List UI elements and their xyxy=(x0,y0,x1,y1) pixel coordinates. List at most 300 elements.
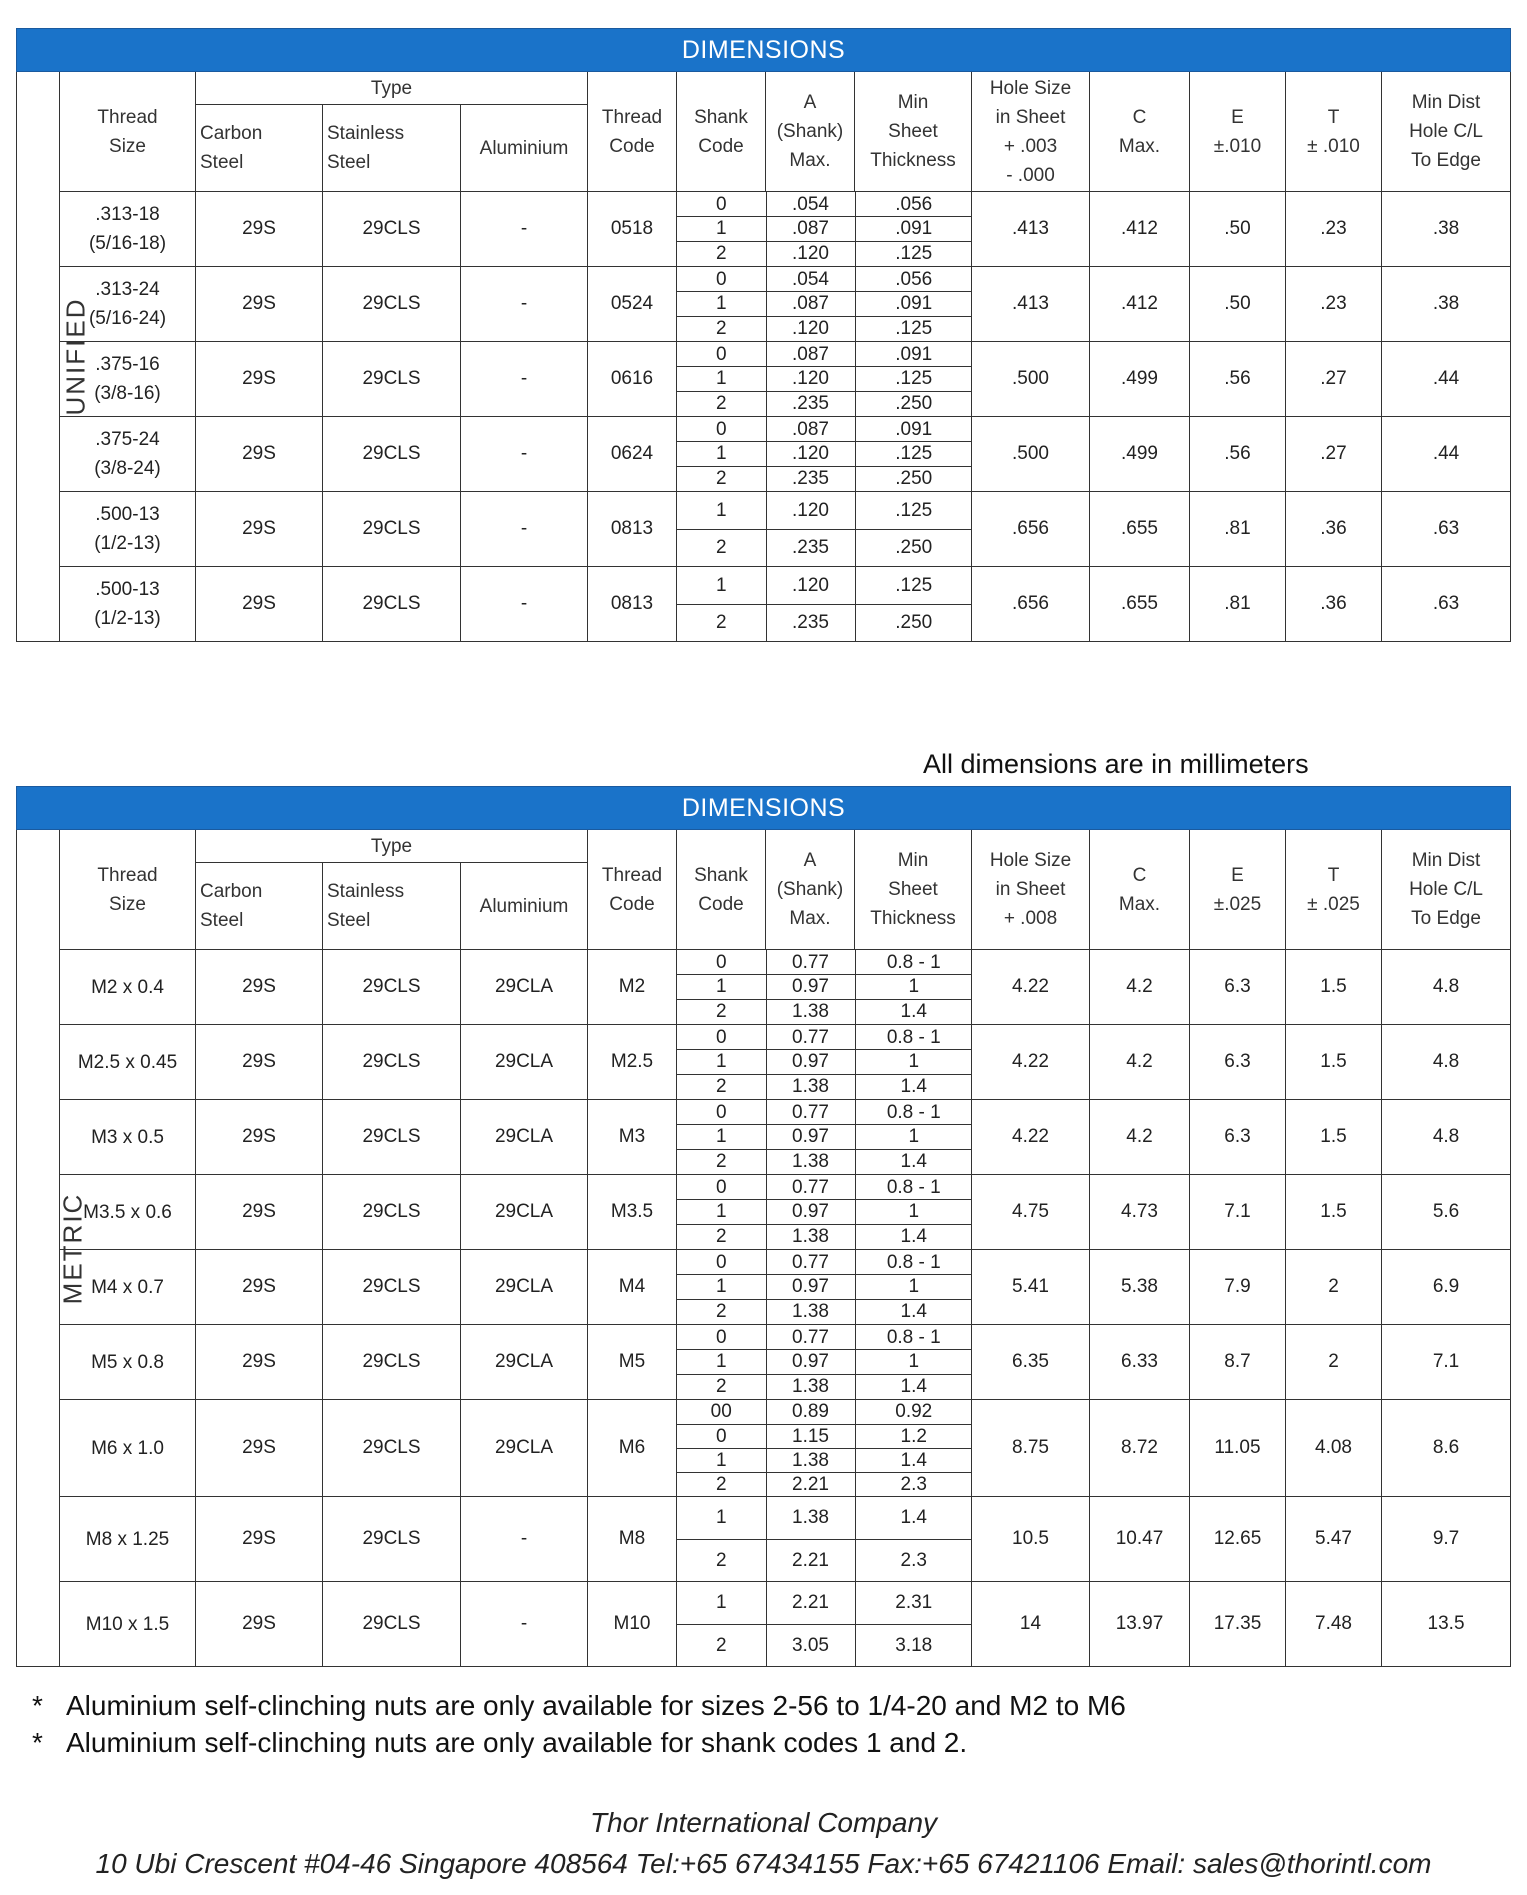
header-line: Max. xyxy=(1118,893,1161,915)
t-cell: 1.5 xyxy=(1286,950,1382,1025)
shank-subtable-cell xyxy=(677,1250,972,1325)
shank-row xyxy=(677,1025,972,1050)
shank-row xyxy=(677,1539,972,1581)
aluminium-header: Aluminium xyxy=(461,863,588,950)
a-shank-cell: 0.77 xyxy=(766,1025,855,1050)
a-shank-cell: 1.15 xyxy=(766,1424,855,1448)
shank-code-cell: 1 xyxy=(677,1050,766,1075)
note-text: Aluminium self-clinching nuts are only available for sizes 2-56 to 1/4-20 and M2 to M6 xyxy=(66,1690,1126,1721)
min-sheet-cell: 1 xyxy=(855,1125,972,1150)
a-shank-cell: 1.38 xyxy=(766,1224,855,1249)
a-shank-cell: 2.21 xyxy=(766,1472,855,1496)
table-row xyxy=(17,567,1511,642)
stainless-steel-cell: 29CLS xyxy=(323,492,461,567)
header-line: E xyxy=(1231,864,1244,886)
shank-code-cell: 2 xyxy=(677,999,766,1024)
e-cell: 12.65 xyxy=(1190,1497,1286,1582)
thread-code-cell: M10 xyxy=(588,1582,677,1667)
thread-size-line: M5 x 0.8 xyxy=(91,1351,164,1373)
min-sheet-cell: .091 xyxy=(855,342,972,367)
shank-row xyxy=(677,267,972,292)
shank-row xyxy=(677,1448,972,1472)
shank-row xyxy=(677,999,972,1024)
min-sheet-cell: 1.4 xyxy=(855,999,972,1024)
stainless-steel-cell: 29CLS xyxy=(323,1582,461,1667)
t-cell: .36 xyxy=(1286,567,1382,642)
carbon-steel-cell: 29S xyxy=(196,1025,323,1100)
min-sheet-cell: 2.31 xyxy=(855,1582,972,1624)
stainless-steel-cell: 29CLS xyxy=(323,1025,461,1100)
note-item xyxy=(32,1690,1126,1727)
shank-row xyxy=(677,1374,972,1399)
min-sheet-cell: .125 xyxy=(855,567,972,604)
footer-company: Thor International Company xyxy=(589,1807,938,1838)
min-dist-cell: 9.7 xyxy=(1382,1497,1511,1582)
min-sheet-cell: 0.8 - 1 xyxy=(855,1175,972,1200)
min-sheet-cell: .125 xyxy=(855,241,972,266)
table-row xyxy=(17,1025,1511,1100)
shank-row xyxy=(677,1149,972,1174)
header-line: Carbon xyxy=(200,881,263,902)
e-cell: 7.9 xyxy=(1190,1250,1286,1325)
shank-row xyxy=(677,1582,972,1624)
unified-dimensions-table xyxy=(16,28,1511,642)
min-dist-cell: .44 xyxy=(1382,417,1511,492)
hole-size-cell: 6.35 xyxy=(972,1325,1090,1400)
shank-row xyxy=(677,442,972,467)
e-cell: 6.3 xyxy=(1190,950,1286,1025)
min-sheet-cell: .250 xyxy=(855,529,972,566)
thread-size-header xyxy=(60,830,196,950)
shank-code-cell: 0 xyxy=(715,951,727,973)
table-row xyxy=(17,950,1511,1025)
shank-subtable-cell xyxy=(677,1100,972,1175)
header-line: Code xyxy=(609,893,655,915)
header-line: Shank xyxy=(694,106,748,128)
table-row xyxy=(17,1325,1511,1400)
table-row xyxy=(17,192,1511,267)
shank-code-cell: 0 xyxy=(715,1251,727,1273)
t-cell: .27 xyxy=(1286,342,1382,417)
shank-subtable-cell xyxy=(677,950,972,1025)
a-shank-cell: .054 xyxy=(766,192,855,217)
min-sheet-cell: 1 xyxy=(855,1350,972,1375)
shank-code-cell: 0 xyxy=(715,1026,727,1048)
a-shank-header xyxy=(766,72,855,192)
shank-subtable-cell xyxy=(677,1400,972,1497)
thread-code-cell: M3.5 xyxy=(588,1175,677,1250)
min-sheet-cell: 2.3 xyxy=(855,1472,972,1496)
shank-row xyxy=(677,1350,972,1375)
e-cell: .56 xyxy=(1190,417,1286,492)
thread-size-line: .375-24 xyxy=(95,429,160,450)
min-sheet-cell: 1.4 xyxy=(855,1149,972,1174)
thread-size-cell xyxy=(60,492,196,567)
e-cell: .81 xyxy=(1190,492,1286,567)
min-sheet-cell: 1.4 xyxy=(855,1224,972,1249)
stainless-steel-cell: 29CLS xyxy=(323,1400,461,1497)
thread-size-line: (1/2-13) xyxy=(94,608,161,629)
c-max-cell: 4.73 xyxy=(1090,1175,1190,1250)
min-dist-cell: 13.5 xyxy=(1382,1582,1511,1667)
c-max-cell: .412 xyxy=(1090,192,1190,267)
table-row xyxy=(17,1250,1511,1325)
thread-size-cell xyxy=(60,950,196,1025)
carbon-steel-cell: 29S xyxy=(196,567,323,642)
e-cell: 6.3 xyxy=(1190,1025,1286,1100)
dimensions-banner: DIMENSIONS xyxy=(17,787,1511,830)
min-sheet-cell: .125 xyxy=(855,492,972,529)
carbon-steel-cell: 29S xyxy=(196,1400,323,1497)
shank-subtable xyxy=(677,342,972,416)
a-shank-cell: .120 xyxy=(766,241,855,266)
min-sheet-cell: 0.8 - 1 xyxy=(855,1250,972,1275)
header-line: Carbon xyxy=(200,123,263,144)
header-line: Steel xyxy=(327,152,371,173)
c-max-cell: 4.2 xyxy=(1090,1100,1190,1175)
shank-code-cell: 1 xyxy=(677,1275,766,1300)
aluminium-cell: - xyxy=(461,267,588,342)
shank-row xyxy=(677,1250,972,1275)
header-line: E xyxy=(1231,106,1244,128)
header-line: Hole C/L xyxy=(1409,879,1483,900)
shank-subtable xyxy=(677,1400,972,1496)
hole-size-cell: .656 xyxy=(972,567,1090,642)
shank-row xyxy=(677,1100,972,1125)
side-label: UNIFIED xyxy=(60,297,91,416)
table-row xyxy=(17,1582,1511,1667)
a-shank-cell: .120 xyxy=(766,316,855,341)
a-shank-cell: 0.97 xyxy=(766,1050,855,1075)
shank-code-cell: 0 xyxy=(715,268,727,290)
carbon-steel-cell: 29S xyxy=(196,1325,323,1400)
min-sheet-cell: 1.4 xyxy=(855,1497,972,1539)
a-shank-cell: .087 xyxy=(766,217,855,242)
hole-size-cell: 4.22 xyxy=(972,1025,1090,1100)
min-sheet-cell: 0.8 - 1 xyxy=(855,950,972,975)
shank-code-cell: 2 xyxy=(677,1149,766,1174)
shank-code-cell: 2 xyxy=(677,1299,766,1324)
aluminium-cell: - xyxy=(461,492,588,567)
min-sheet-cell: .091 xyxy=(855,217,972,242)
a-shank-cell: 1.38 xyxy=(766,1374,855,1399)
a-shank-cell: .120 xyxy=(766,442,855,467)
shank-row xyxy=(677,1175,972,1200)
table-row xyxy=(17,1497,1511,1582)
a-shank-cell: .087 xyxy=(766,342,855,367)
carbon-steel-cell: 29S xyxy=(196,417,323,492)
min-dist-cell: 4.8 xyxy=(1382,1100,1511,1175)
shank-row xyxy=(677,1224,972,1249)
min-sheet-cell: 1.2 xyxy=(855,1424,972,1448)
units-note: All dimensions are in millimeters xyxy=(923,749,1309,779)
min-sheet-cell: 2.3 xyxy=(855,1539,972,1581)
a-shank-cell: 0.97 xyxy=(766,1275,855,1300)
thread-code-cell: 0624 xyxy=(588,417,677,492)
carbon-steel-cell: 29S xyxy=(196,1100,323,1175)
shank-code-cell: 1 xyxy=(677,1448,766,1472)
e-cell: 7.1 xyxy=(1190,1175,1286,1250)
min-dist-cell: 6.9 xyxy=(1382,1250,1511,1325)
header-line: Stainless xyxy=(327,123,405,144)
min-dist-cell: .38 xyxy=(1382,192,1511,267)
a-shank-cell: .120 xyxy=(766,367,855,392)
header-line: Code xyxy=(698,893,744,915)
shank-row xyxy=(677,192,972,217)
header-line: Max. xyxy=(789,908,831,929)
min-dist-header xyxy=(1382,830,1511,950)
min-sheet-header xyxy=(855,830,972,950)
thread-code-cell: 0813 xyxy=(588,567,677,642)
shank-row xyxy=(677,975,972,1000)
table-row xyxy=(17,417,1511,492)
min-sheet-cell: 1.4 xyxy=(855,1448,972,1472)
min-sheet-cell: 0.8 - 1 xyxy=(855,1100,972,1125)
header-line: Sheet xyxy=(888,121,938,142)
a-shank-cell: 0.97 xyxy=(766,1125,855,1150)
thread-code-cell: M2.5 xyxy=(588,1025,677,1100)
stainless-steel-header xyxy=(323,105,461,192)
shank-subtable xyxy=(677,1025,972,1099)
t-cell: .27 xyxy=(1286,417,1382,492)
aluminium-header: Aluminium xyxy=(461,105,588,192)
shank-code-cell: 0 xyxy=(715,193,727,215)
shank-code-cell: 2 xyxy=(677,241,766,266)
t-cell: 2 xyxy=(1286,1325,1382,1400)
note-text: Aluminium self-clinching nuts are only available for shank codes 1 and 2. xyxy=(66,1727,968,1758)
stainless-steel-cell: 29CLS xyxy=(323,192,461,267)
shank-subtable-cell xyxy=(677,1175,972,1250)
hole-size-cell: 4.75 xyxy=(972,1175,1090,1250)
min-sheet-cell: .250 xyxy=(855,604,972,641)
aluminium-cell: 29CLA xyxy=(461,1175,588,1250)
metric-dimensions-table xyxy=(16,786,1511,1667)
thread-code-cell: M2 xyxy=(588,950,677,1025)
a-shank-cell: 0.77 xyxy=(766,950,855,975)
shank-row xyxy=(677,1624,972,1666)
aluminium-cell: 29CLA xyxy=(461,1325,588,1400)
header-line: Code xyxy=(609,135,655,157)
shank-code-cell: 0 xyxy=(715,418,727,440)
min-sheet-cell: .091 xyxy=(855,417,972,442)
t-cell: .36 xyxy=(1286,492,1382,567)
thread-size-line: M6 x 1.0 xyxy=(91,1437,164,1459)
t-cell: 7.48 xyxy=(1286,1582,1382,1667)
header-line: + .003 xyxy=(1003,135,1058,157)
table-row xyxy=(17,1175,1511,1250)
header-line: A xyxy=(803,850,817,871)
aluminium-cell: - xyxy=(461,417,588,492)
stainless-steel-cell: 29CLS xyxy=(323,1497,461,1582)
a-shank-cell: 0.77 xyxy=(766,1250,855,1275)
shank-code-cell: 2 xyxy=(677,316,766,341)
header-line: Min Dist xyxy=(1411,92,1481,113)
shank-code-cell: 1 xyxy=(715,574,727,596)
t-cell: 1.5 xyxy=(1286,1025,1382,1100)
min-dist-cell: 5.6 xyxy=(1382,1175,1511,1250)
shank-row xyxy=(677,1275,972,1300)
thread-size-line: .375-16 xyxy=(95,354,160,375)
min-dist-header xyxy=(1382,72,1511,192)
min-sheet-cell: 1 xyxy=(855,1050,972,1075)
thread-code-cell: M5 xyxy=(588,1325,677,1400)
shank-subtable xyxy=(677,1100,972,1174)
shank-row xyxy=(677,1125,972,1150)
thread-size-cell xyxy=(60,1497,196,1582)
hole-size-cell: .500 xyxy=(972,342,1090,417)
e-cell: .50 xyxy=(1190,192,1286,267)
min-sheet-cell: 1 xyxy=(855,975,972,1000)
e-cell: .81 xyxy=(1190,567,1286,642)
thread-size-line: M3.5 x 0.6 xyxy=(83,1201,172,1223)
aluminium-cell: - xyxy=(461,1582,588,1667)
a-shank-cell: .120 xyxy=(766,492,855,529)
min-dist-cell: .63 xyxy=(1382,567,1511,642)
t-cell: .23 xyxy=(1286,192,1382,267)
min-sheet-cell: 1 xyxy=(855,1200,972,1225)
shank-code-cell: 1 xyxy=(677,367,766,392)
aluminium-cell: 29CLA xyxy=(461,950,588,1025)
thread-size-line: (3/8-16) xyxy=(94,383,161,404)
a-shank-cell: .087 xyxy=(766,292,855,317)
min-sheet-cell: .125 xyxy=(855,442,972,467)
shank-code-cell: 2 xyxy=(677,1624,766,1666)
aluminium-cell: - xyxy=(461,192,588,267)
shank-row xyxy=(677,391,972,416)
shank-row xyxy=(677,1299,972,1324)
thread-code-header xyxy=(588,830,677,950)
header-line: To Edge xyxy=(1411,150,1481,171)
header-line: Hole Size xyxy=(989,77,1072,99)
shank-subtable xyxy=(677,1325,972,1399)
header-line: Min xyxy=(897,850,929,871)
header-line: To Edge xyxy=(1411,908,1481,929)
dimensions-banner: DIMENSIONS xyxy=(17,29,1511,72)
table-row xyxy=(17,1400,1511,1497)
thread-size-line: (1/2-13) xyxy=(94,533,161,554)
a-shank-cell: .054 xyxy=(766,267,855,292)
stainless-steel-cell: 29CLS xyxy=(323,417,461,492)
shank-subtable-cell xyxy=(677,417,972,492)
thread-code-header xyxy=(588,72,677,192)
min-dist-cell: .63 xyxy=(1382,492,1511,567)
shank-subtable xyxy=(677,492,972,566)
shank-subtable-cell xyxy=(677,1497,972,1582)
thread-size-line: .313-24 xyxy=(95,279,160,300)
hole-size-cell: 10.5 xyxy=(972,1497,1090,1582)
header-line: C xyxy=(1132,106,1147,128)
shank-code-cell: 1 xyxy=(677,1125,766,1150)
carbon-steel-cell: 29S xyxy=(196,342,323,417)
hole-size-cell: .500 xyxy=(972,417,1090,492)
thread-size-line: M10 x 1.5 xyxy=(85,1613,170,1635)
e-tolerance-header xyxy=(1190,72,1286,192)
a-shank-cell: .235 xyxy=(766,391,855,416)
thread-code-cell: 0524 xyxy=(588,267,677,342)
shank-code-cell: 2 xyxy=(677,1224,766,1249)
thread-size-line: M3 x 0.5 xyxy=(91,1126,164,1148)
t-cell: 1.5 xyxy=(1286,1100,1382,1175)
header-line: Stainless xyxy=(327,881,405,902)
aluminium-cell: 29CLA xyxy=(461,1250,588,1325)
shank-row xyxy=(677,466,972,491)
a-shank-cell: 1.38 xyxy=(766,1497,855,1539)
c-max-cell: 10.47 xyxy=(1090,1497,1190,1582)
min-dist-cell: 4.8 xyxy=(1382,950,1511,1025)
min-sheet-cell: .125 xyxy=(855,316,972,341)
shank-row xyxy=(677,292,972,317)
header-line: Max. xyxy=(1118,135,1161,157)
stainless-steel-cell: 29CLS xyxy=(323,342,461,417)
shank-subtable xyxy=(677,1582,972,1666)
a-shank-cell: 0.97 xyxy=(766,975,855,1000)
side-label-cell xyxy=(17,72,91,642)
shank-row xyxy=(677,241,972,266)
hole-size-cell: 14 xyxy=(972,1582,1090,1667)
thread-size-cell xyxy=(60,417,196,492)
shank-subtable xyxy=(677,267,972,341)
shank-subtable-cell xyxy=(677,567,972,642)
header-line: ± .025 xyxy=(1307,893,1360,915)
header-line: ± .010 xyxy=(1307,135,1360,157)
header-line: Hole Size xyxy=(989,850,1072,871)
thread-size-line: (5/16-24) xyxy=(88,308,167,329)
aluminium-cell: 29CLA xyxy=(461,1025,588,1100)
shank-subtable-cell xyxy=(677,1025,972,1100)
t-tolerance-header xyxy=(1286,830,1382,950)
header-line: Min Dist xyxy=(1411,850,1481,871)
header-line: ±.010 xyxy=(1213,135,1262,157)
shank-row xyxy=(677,316,972,341)
a-shank-cell: 1.38 xyxy=(766,1149,855,1174)
header-line: Thickness xyxy=(870,908,956,929)
thread-size-cell xyxy=(60,1400,196,1497)
min-sheet-cell: 3.18 xyxy=(855,1624,972,1666)
header-line: A xyxy=(803,92,817,113)
shank-code-cell: 2 xyxy=(677,604,766,641)
footer-address: 10 Ubi Crescent #04-46 Singapore 408564 Tel:+65 67434155 Fax:+65 67421106 Email: sales@thorintl.com xyxy=(95,1848,1432,1879)
header-line: Thread xyxy=(97,864,158,886)
shank-subtable-cell xyxy=(677,492,972,567)
hole-size-header xyxy=(972,830,1090,950)
stainless-steel-cell: 29CLS xyxy=(323,1175,461,1250)
header-line: Thread xyxy=(97,106,158,128)
thread-size-cell xyxy=(60,1100,196,1175)
c-max-cell: 6.33 xyxy=(1090,1325,1190,1400)
note-marker: * xyxy=(32,1690,43,1721)
thread-code-cell: M4 xyxy=(588,1250,677,1325)
header-line: T xyxy=(1327,106,1340,128)
a-shank-cell: .087 xyxy=(766,417,855,442)
shank-row xyxy=(677,417,972,442)
shank-code-header xyxy=(677,72,766,192)
thread-code-cell: M3 xyxy=(588,1100,677,1175)
shank-code-header xyxy=(677,830,766,950)
shank-subtable xyxy=(677,192,972,266)
e-cell: .56 xyxy=(1190,342,1286,417)
carbon-steel-header xyxy=(196,105,323,192)
thread-size-cell xyxy=(60,1325,196,1400)
a-shank-cell: 2.21 xyxy=(766,1582,855,1624)
stainless-steel-cell: 29CLS xyxy=(323,267,461,342)
shank-code-cell: 0 xyxy=(715,1326,727,1348)
shank-subtable-cell xyxy=(677,1582,972,1667)
min-dist-cell: 8.6 xyxy=(1382,1400,1511,1497)
shank-row xyxy=(677,217,972,242)
stainless-steel-cell: 29CLS xyxy=(323,1250,461,1325)
header-line: Sheet xyxy=(888,879,938,900)
header-line: in Sheet xyxy=(995,879,1066,900)
